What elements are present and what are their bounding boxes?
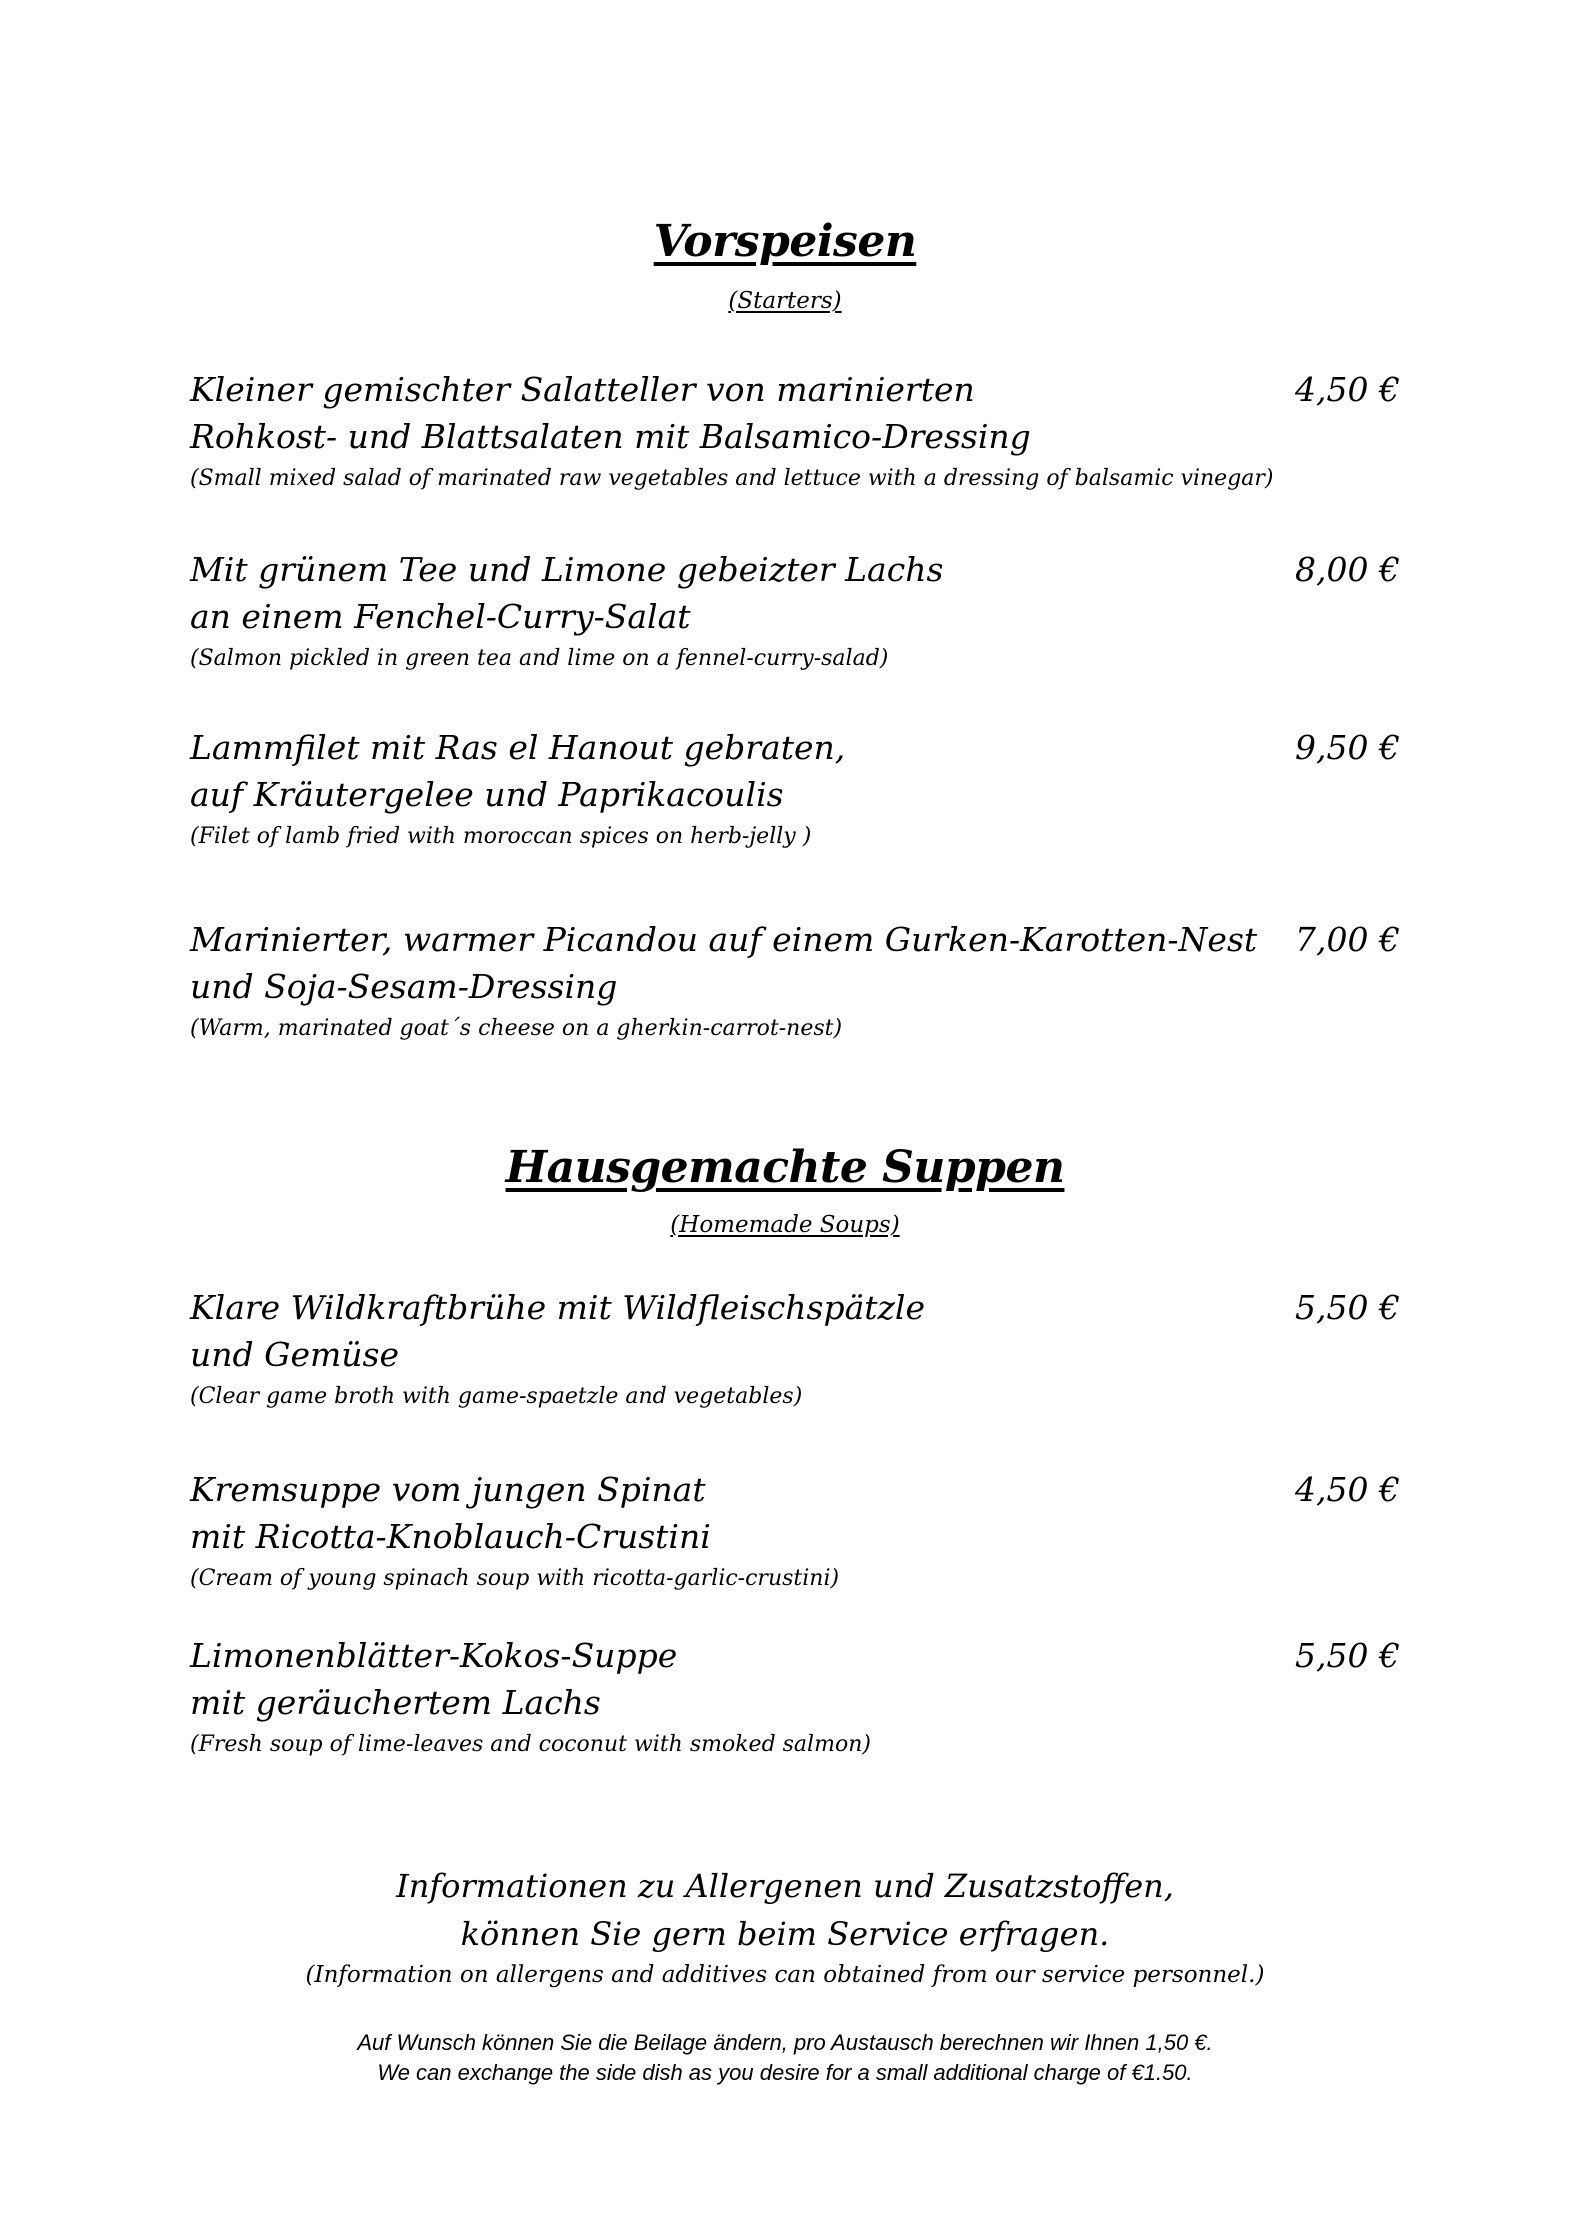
side-dish-note-english: We can exchange the side dish as you desire for a small additional charge of €1.50.	[377, 2060, 1193, 2085]
item-name-line: Lammfilet mit Ras el Hanout gebraten,	[190, 728, 846, 767]
item-price: 5,50 €	[1295, 1288, 1400, 1327]
section-subtitle-soups: (Homemade Soups)	[670, 1212, 900, 1238]
menu-item	[190, 366, 1400, 496]
menu-item	[190, 546, 1400, 676]
item-name-line: Klare Wildkraftbrühe mit Wildfleischspätzle	[190, 1288, 925, 1327]
side-dish-note	[0, 2028, 1570, 2088]
item-name-line: Mit grünem Tee und Limone gebeizter Lachs	[190, 550, 944, 589]
menu-item	[190, 1466, 1400, 1596]
menu-item	[190, 916, 1400, 1046]
item-name-line: Limonenblätter-Kokos-Suppe	[190, 1636, 678, 1675]
item-name-line: und Soja-Sesam-Dressing	[190, 967, 618, 1006]
section-title-soups: Hausgemachte Suppen	[505, 1142, 1065, 1193]
item-translation: (Small mixed salad of marinated raw vegetables and lettuce with a dressing of balsamic vinegar)	[190, 466, 1274, 491]
item-price: 7,00 €	[1295, 920, 1400, 959]
item-translation: (Cream of young spinach soup with ricotta-garlic-crustini)	[190, 1566, 840, 1591]
allergen-info	[0, 1862, 1570, 1992]
item-price: 8,00 €	[1295, 550, 1400, 589]
item-name-line: mit Ricotta-Knoblauch-Crustini	[190, 1517, 711, 1556]
item-price: 4,50 €	[1295, 1470, 1400, 1509]
item-translation: (Filet of lamb fried with moroccan spices on herb-jelly )	[190, 824, 812, 849]
menu-item	[190, 724, 1400, 854]
menu-item	[190, 1284, 1400, 1414]
item-name-line: und Gemüse	[190, 1335, 400, 1374]
item-translation: (Warm, marinated goat´s cheese on a gherkin-carrot-nest)	[190, 1016, 843, 1041]
item-translation: (Salmon pickled in green tea and lime on a fennel-curry-salad)	[190, 646, 889, 671]
side-dish-note-german: Auf Wunsch können Sie die Beilage ändern, pro Austausch berechnen wir Ihnen 1,50 €.	[357, 2030, 1213, 2055]
section-subtitle-starters: (Starters)	[728, 288, 842, 314]
item-name-line: Kremsuppe vom jungen Spinat	[190, 1470, 706, 1509]
menu-item	[190, 1632, 1400, 1762]
item-name-line: Marinierter, warmer Picandou auf einem Gurken-Karotten-Nest	[190, 920, 1258, 959]
item-price: 4,50 €	[1295, 370, 1400, 409]
item-name-line: mit geräuchertem Lachs	[190, 1683, 601, 1722]
item-name-line: auf Kräutergelee und Paprikacoulis	[190, 775, 784, 814]
item-name-line: an einem Fenchel-Curry-Salat	[190, 597, 691, 636]
item-name-line: Rohkost- und Blattsalaten mit Balsamico-Dressing	[190, 417, 1031, 456]
allergen-info-line: Informationen zu Allergenen und Zusatzstoffen,	[396, 1867, 1174, 1905]
item-name-line: Kleiner gemischter Salatteller von marinierten	[190, 370, 975, 409]
allergen-info-line: können Sie gern beim Service erfragen.	[460, 1915, 1110, 1953]
item-translation: (Fresh soup of lime-leaves and coconut with smoked salmon)	[190, 1732, 871, 1757]
allergen-info-translation: (Information on allergens and additives can obtained from our service personnel.)	[305, 1962, 1265, 1988]
item-price: 9,50 €	[1295, 728, 1400, 767]
item-translation: (Clear game broth with game-spaetzle and vegetables)	[190, 1384, 803, 1409]
item-price: 5,50 €	[1295, 1636, 1400, 1675]
section-title-starters: Vorspeisen	[653, 216, 917, 267]
